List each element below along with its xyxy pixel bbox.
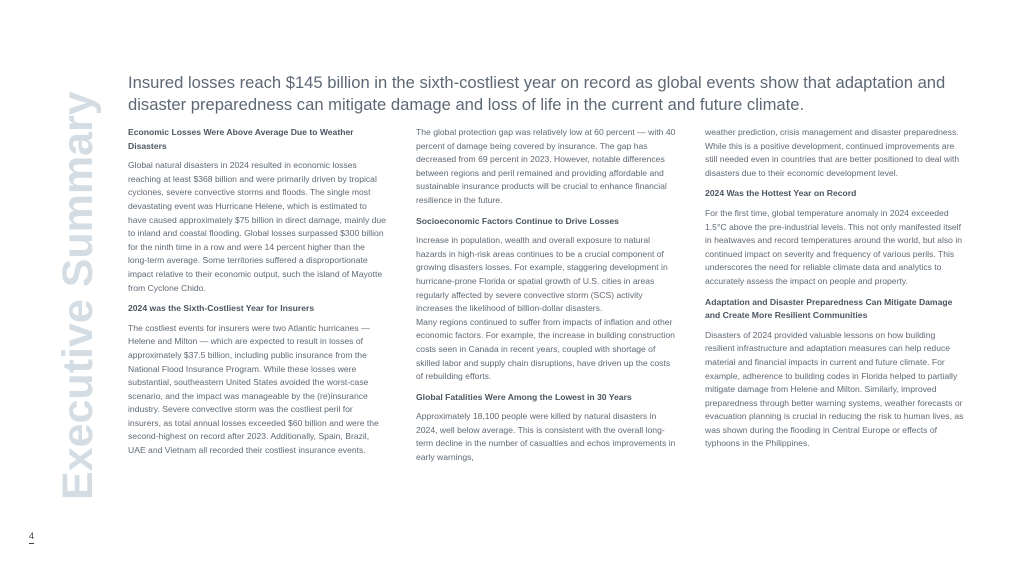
section-body-hottest-year: For the first time, global temperature anomaly in 2024 exceeded 1.5°C above the pre-industrial levels. This not only manifested itself in heatwaves and record temperatures around the world, but also in continued impact on severity and frequency of various perils. This underscores the need for reliable climate data and analytics to accurately assess the impact on people and property. <box>705 207 963 286</box>
section-heading-fatalities: Global Fatalities Were Among the Lowest in 30 Years <box>416 391 632 402</box>
section-body-socioeconomic-2: Many regions continued to suffer from impacts of inflation and other economic factors. For example, the increase in building construction costs seen in Canada in recent years, coupled with shortage of skilled labor and supply chain disruptions, have driven up the costs of rebuilding efforts. <box>416 316 675 382</box>
headline: Insured losses reach $145 billion in the sixth-costliest year on record as global events show that adaptation and disaster preparedness can mitigate damage and loss of life in the current and future climate. <box>128 73 946 114</box>
section-heading-adaptation: Adaptation and Disaster Preparedness Can Mitigate Damage and Create More Resilient Communities <box>705 296 953 321</box>
page-number: 4 <box>29 531 34 544</box>
section-body-adaptation: Disasters of 2024 provided valuable lessons on how building resilient infrastructure and adaptation measures can help reduce material and financial impacts in current and future climate. For example, adherence to building codes in Florida helped to partially mitigate damage from Helene and Milton. Similarly, improved preparedness through better warning systems, weather forecasts or evacuation planning is crucial in reducing the risk to human lives, as was shown during the flooding in Central Europe or effects of typhoons in the Philippines. <box>705 329 964 449</box>
section-body-fatalities: Approximately 18,100 people were killed by natural disasters in 2024, well below average. This is consistent with the overall long-term decline in the number of casualties and echos improvements in early warnings, <box>416 411 676 463</box>
side-title: Executive Summary <box>54 91 102 500</box>
section-body-economic-losses: Global natural disasters in 2024 resulted in economic losses reaching at least $368 billion and were primarily driven by tropical cyclones, severe convective storms and floods. The single most devastating event was Hurricane Helene, which is estimated to have caused approximately $75 billion in direct damage, mainly due to inland and coastal flooding. Global losses surpassed $300 billion for the ninth time in a row and were 14 percent higher than the long-term average. Some territories suffered a disproportionate impact relative to their economic output, such the island of Mayotte from Cyclone Chido. <box>128 160 386 293</box>
column-1 <box>128 126 386 465</box>
fatalities-continued-paragraph: weather prediction, crisis management and disaster preparedness. While this is a positive development, continued improvements are still needed even in countries that are better positioned to deal with disasters due to their economic development level. <box>705 127 960 178</box>
section-heading-economic-losses: Economic Losses Were Above Average Due to Weather Disasters <box>128 127 354 151</box>
section-body-costliest-year: The costliest events for insurers were two Atlantic hurricanes — Helene and Milton — which are expected to result in losses of approximately $37.5 billion, including public insurance from the National Flood Insurance Program. While these losses were substantial, southeastern United States avoided the worst-case scenario, and the impact was manageable by the (re)insurance industry. Severe convective storm was the costliest peril for insurers, as total annual losses exceeded $60 billion and were the second-highest on record after 2023. Additionally, Spain, Brazil, UAE and Vietnam all recorded their costliest insurance events. <box>128 322 379 456</box>
section-heading-socioeconomic: Socioeconomic Factors Continue to Drive Losses <box>416 215 619 226</box>
section-heading-costliest-year: 2024 was the Sixth-Costliest Year for Insurers <box>128 303 315 314</box>
section-body-socioeconomic-1: Increase in population, wealth and overall exposure to natural hazards in high-risk areas continues to be a crucial component of growing disasters losses. For example, staggering development in hurricane-prone Florida or spatial growth of U.S. cities in areas regularly affected by severe convective storm (SCS) activity increases the likelihood of billion-dollar disasters. <box>416 235 668 314</box>
protection-gap-paragraph: The global protection gap was relatively low at 60 percent — with 40 percent of damage being covered by insurance. The gap has decreased from 69 percent in 2023. However, notable differences between regions and peril remained and providing affordable and sustainable insurance products will be crucial to enhance financial resilience in the future. <box>416 127 676 205</box>
column-2 <box>416 126 678 472</box>
column-3 <box>705 126 965 458</box>
section-heading-hottest-year: 2024 Was the Hottest Year on Record <box>705 188 857 199</box>
